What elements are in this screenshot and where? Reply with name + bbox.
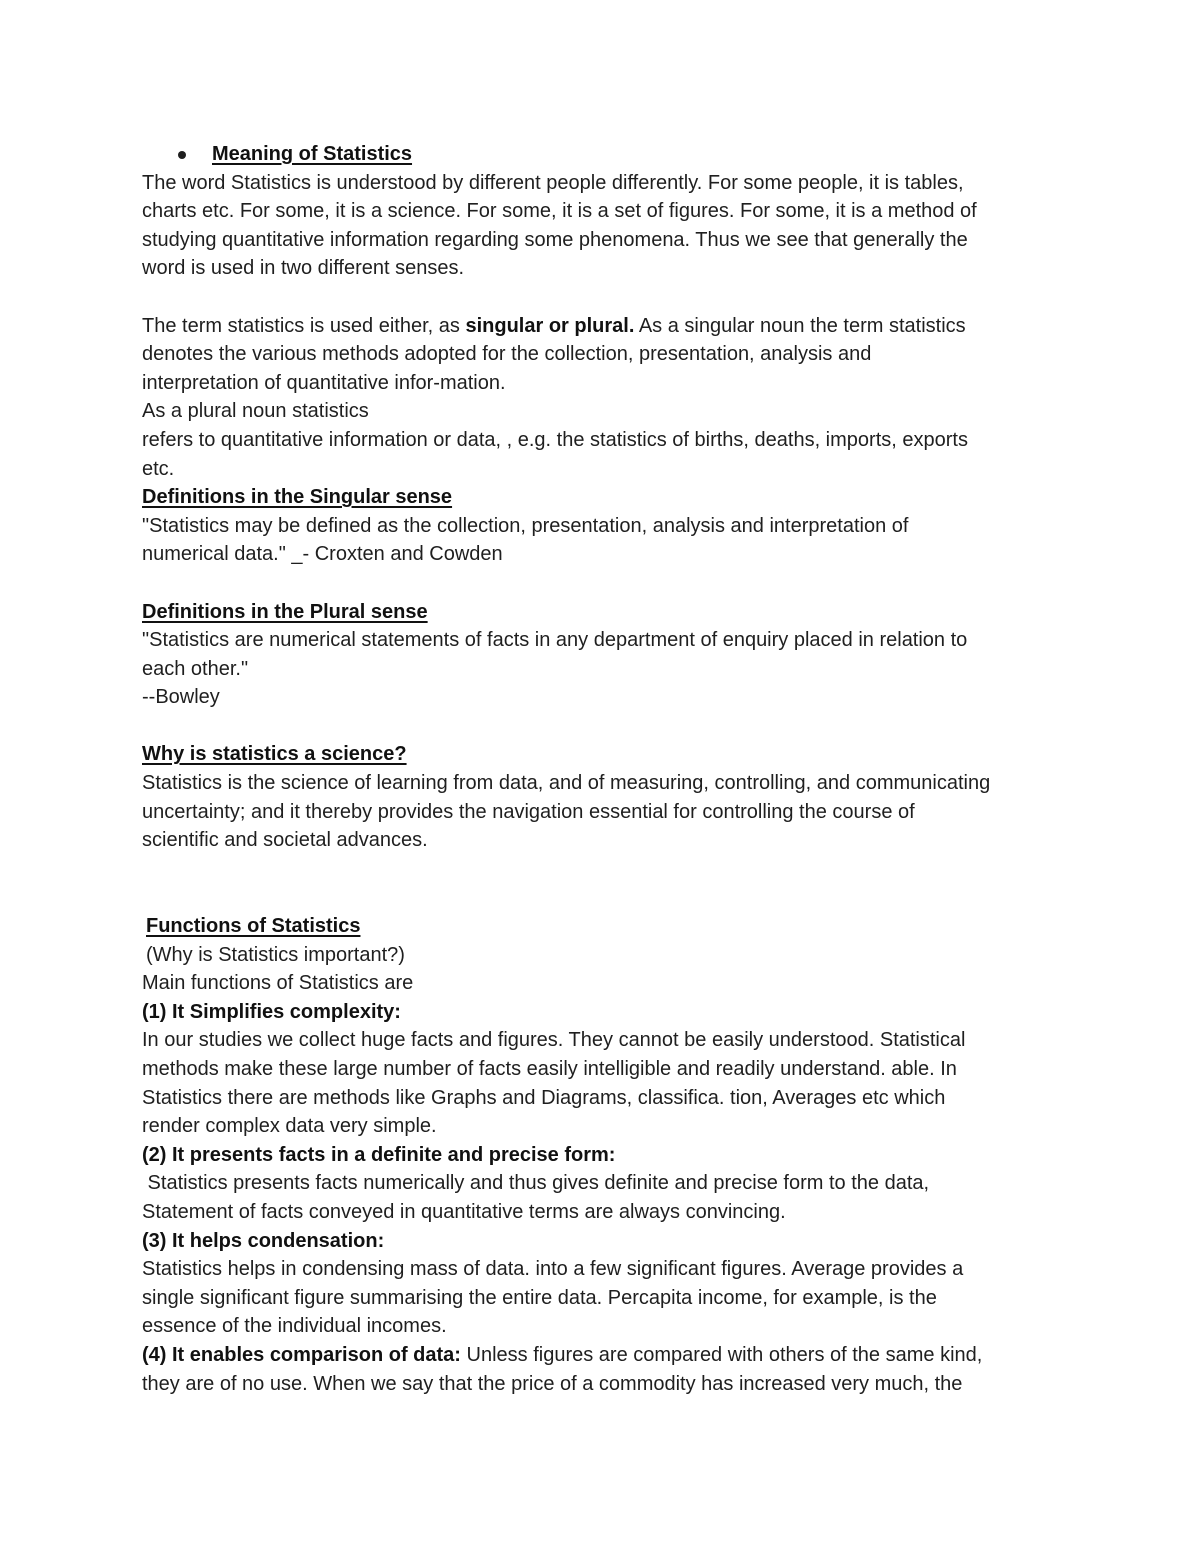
function-3-title: (3) It helps condensation: — [142, 1229, 385, 1252]
paragraph-line: As a plural noun statistics — [142, 400, 369, 423]
paragraph-line: Statistics helps in condensing mass of data. into a few significant figures. Average provides a — [142, 1258, 964, 1281]
paragraph-line: essence of the individual incomes. — [142, 1315, 447, 1338]
paragraph-line: word is used in two different senses. — [142, 257, 465, 280]
functions-heading: Functions of Statistics — [146, 915, 361, 938]
paragraph-line: single significant figure summarising the entire data. Percapita income, for example, is the — [142, 1286, 937, 1309]
paragraph-line: scientific and societal advances. — [142, 829, 428, 852]
function-1-title-line — [142, 998, 1072, 1027]
science-heading-line — [142, 740, 1072, 769]
science-heading: Why is statistics a science? — [142, 743, 407, 766]
function-2-title: (2) It presents facts in a definite and precise form: — [142, 1143, 616, 1166]
singular-heading-line — [142, 483, 1072, 512]
term-line — [142, 312, 1072, 341]
paragraph-line: uncertainty; and it thereby provides the navigation essential for controlling the course of — [142, 800, 915, 823]
blank-line — [142, 569, 1072, 598]
blank-line — [142, 283, 1072, 312]
singular-heading: Definitions in the Singular sense — [142, 486, 453, 509]
bullet-icon — [178, 151, 186, 159]
paragraph-line: studying quantitative information regarding some phenomena. Thus we see that generally the — [142, 228, 968, 251]
term-bold: singular or plural. — [465, 314, 635, 337]
term-text: As a singular noun the term statistics — [634, 314, 966, 337]
paragraph-line: Statistics presents facts numerically and thus gives definite and precise form to the data, — [142, 1172, 930, 1195]
paragraph-line: methods make these large number of facts easily intelligible and readily understand. able. In — [142, 1058, 957, 1080]
paragraph-line: denotes the various methods adopted for the collection, presentation, analysis and — [142, 343, 872, 366]
blank-line — [142, 855, 1072, 884]
paragraph-line: Statistics there are methods like Graphs and Diagrams, classifica. tion, Averages etc which — [142, 1086, 946, 1109]
paragraph-line: they are of no use. When we say that the price of a commodity has increased very much, the — [142, 1372, 963, 1395]
plural-heading: Definitions in the Plural sense — [142, 600, 428, 623]
paragraph-line: charts etc. For some, it is a science. For some, it is a set of figures. For some, it is a method of — [142, 200, 977, 223]
functions-subtitle: (Why is Statistics important?) — [146, 943, 405, 966]
function-3-title-line — [142, 1227, 1072, 1256]
paragraph-line: refers to quantitative information or data, , e.g. the statistics of births, deaths, imports, exports — [142, 428, 968, 451]
paragraph-line: etc. — [142, 457, 175, 480]
function-4-title-line — [142, 1341, 1072, 1370]
document-page — [142, 140, 1072, 1398]
function-4-title: (4) It enables comparison of data: — [142, 1343, 461, 1366]
paragraph-line: interpretation of quantitative infor-mation. — [142, 371, 506, 394]
paragraph-line: The word Statistics is understood by different people differently. For some people, it is tables, — [142, 171, 964, 194]
paragraph-line: Statement of facts conveyed in quantitative terms are always convincing. — [142, 1200, 786, 1223]
blank-line — [142, 883, 1072, 912]
term-text: The term statistics is used either, as — [142, 314, 466, 337]
paragraph-line: "Statistics may be defined as the collection, presentation, analysis and interpretation of — [142, 514, 909, 537]
paragraph-line: numerical data." _- Croxten and Cowden — [142, 543, 503, 566]
plural-heading-line — [142, 598, 1072, 627]
paragraph-line: --Bowley — [142, 686, 220, 709]
functions-heading-line — [142, 912, 1072, 941]
function-4-text: Unless figures are compared with others of the same kind, — [460, 1343, 983, 1366]
paragraph-line: each other." — [142, 657, 249, 680]
paragraph-line: In our studies we collect huge facts and figures. They cannot be easily understood. Statistical — [142, 1029, 966, 1052]
meaning-heading: Meaning of Statistics — [212, 143, 413, 165]
blank-line — [142, 712, 1072, 741]
functions-intro: Main functions of Statistics are — [142, 972, 414, 995]
function-1-title: (1) It Simplifies complexity: — [142, 1000, 401, 1023]
paragraph-line: "Statistics are numerical statements of facts in any department of enquiry placed in relation to — [142, 629, 968, 652]
meaning-heading-line — [142, 140, 1072, 169]
function-2-title-line — [142, 1141, 1072, 1170]
paragraph-line: Statistics is the science of learning from data, and of measuring, controlling, and communicating — [142, 772, 991, 795]
paragraph-line: render complex data very simple. — [142, 1115, 437, 1138]
